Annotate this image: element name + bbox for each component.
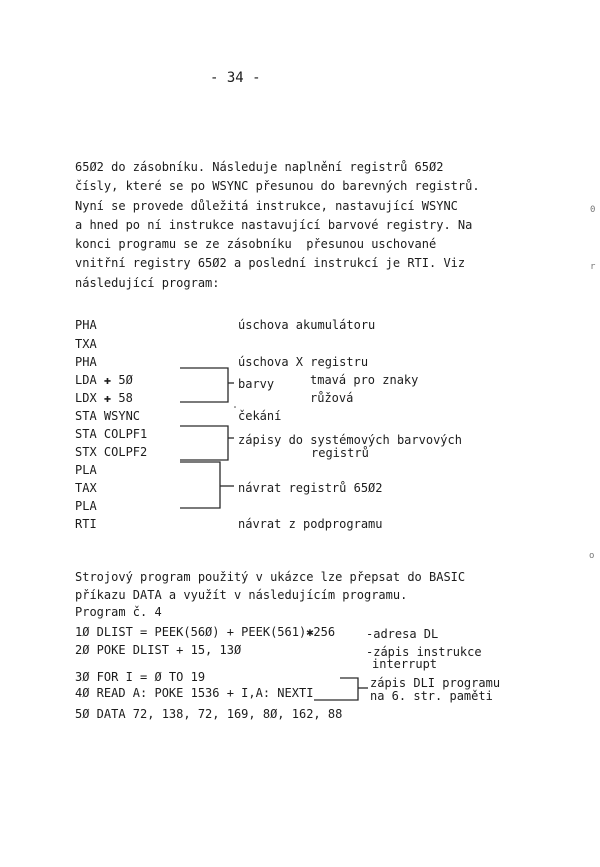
paragraph-line: konci programu se ze zásobníku přesunou uschované — [75, 237, 437, 252]
paragraph-line: Nyní se provede důležitá instrukce, nastavující WSYNC — [75, 198, 458, 213]
basic-code-line: 1Ø DLIST = PEEK(56Ø) + PEEK(561)✱256 — [75, 625, 336, 639]
basic-comment: zápis DLI programu — [370, 676, 501, 690]
basic-comment: interrupt — [372, 657, 438, 671]
basic-comment: na 6. str. paměti — [370, 689, 493, 703]
basic-code-line: 2Ø POKE DLIST + 15, 13Ø — [75, 643, 242, 657]
basic-code-line: 5Ø DATA 72, 138, 72, 169, 8Ø, 162, 88 — [75, 707, 343, 721]
asm-comment: barvy — [238, 377, 275, 391]
asm-instruction: RTI — [75, 517, 97, 531]
asm-instruction: STA COLPF1 — [75, 427, 148, 441]
brace-writes — [180, 426, 228, 460]
brace-colors — [180, 368, 228, 402]
asm-comment: úschova akumulátoru — [238, 318, 376, 332]
asm-comment: úschova X registru — [238, 355, 369, 369]
paragraph-line: čísly, které se po WSYNC přesunou do barevných registrů. — [75, 179, 480, 194]
asm-instruction: PHA — [75, 355, 97, 369]
margin-mark: r — [590, 262, 596, 272]
asm-comment: čekání — [238, 409, 282, 423]
paragraph-line: a hned po ní instrukce nastavující barvové registry. Na — [75, 217, 473, 232]
basic-intro-line: Program č. 4 — [75, 605, 162, 619]
asm-comment: návrat z podprogramu — [238, 517, 383, 531]
basic-code-line: 3Ø FOR I = Ø TO 19 — [75, 670, 206, 684]
basic-comment: -zápis instrukce — [366, 645, 482, 659]
basic-intro-line: Strojový program použitý v ukázce lze přepsat do BASIC — [75, 570, 466, 584]
asm-instruction: LDX ✚ 58 — [75, 391, 133, 405]
asm-instruction: PHA — [75, 318, 97, 332]
brace-lines — [170, 360, 240, 540]
asm-comment: růžová — [310, 391, 354, 405]
asm-instruction: PLA — [75, 499, 97, 513]
asm-instruction: TXA — [75, 337, 97, 351]
asm-comment: zápisy do systémových barvových — [238, 433, 462, 447]
margin-mark: 0 — [590, 205, 596, 215]
asm-instruction: PLA — [75, 463, 97, 477]
asm-instruction: STX COLPF2 — [75, 445, 148, 459]
paragraph-line: 65Ø2 do zásobníku. Následuje naplnění registrů 65Ø2 — [75, 160, 444, 174]
basic-intro-line: příkazu DATA a využít v následujícím programu. — [75, 588, 408, 602]
intro-paragraph — [75, 158, 535, 293]
asm-instruction: STA WSYNC — [75, 409, 141, 423]
asm-instruction: LDA ✚ 5Ø — [75, 373, 133, 387]
paragraph-line: následující program: — [75, 275, 220, 290]
asm-instruction: TAX — [75, 481, 97, 495]
ink-dot — [234, 406, 236, 408]
paragraph-line: vnitřní registry 65Ø2 a poslední instrukcí je RTI. Viz — [75, 256, 466, 271]
margin-mark: o — [589, 551, 595, 561]
asm-comment: tmavá pro znaky — [310, 373, 419, 387]
basic-code-line: 4Ø READ A: POKE 1536 + I,A: NEXTI — [75, 686, 314, 700]
brace-dli — [310, 672, 380, 712]
basic-comment: -adresa DL — [366, 627, 439, 641]
brace-return — [180, 462, 220, 508]
asm-comment: registrů — [311, 446, 369, 460]
page-number: - 34 - — [210, 70, 261, 86]
asm-comment: návrat registrů 65Ø2 — [238, 481, 383, 495]
